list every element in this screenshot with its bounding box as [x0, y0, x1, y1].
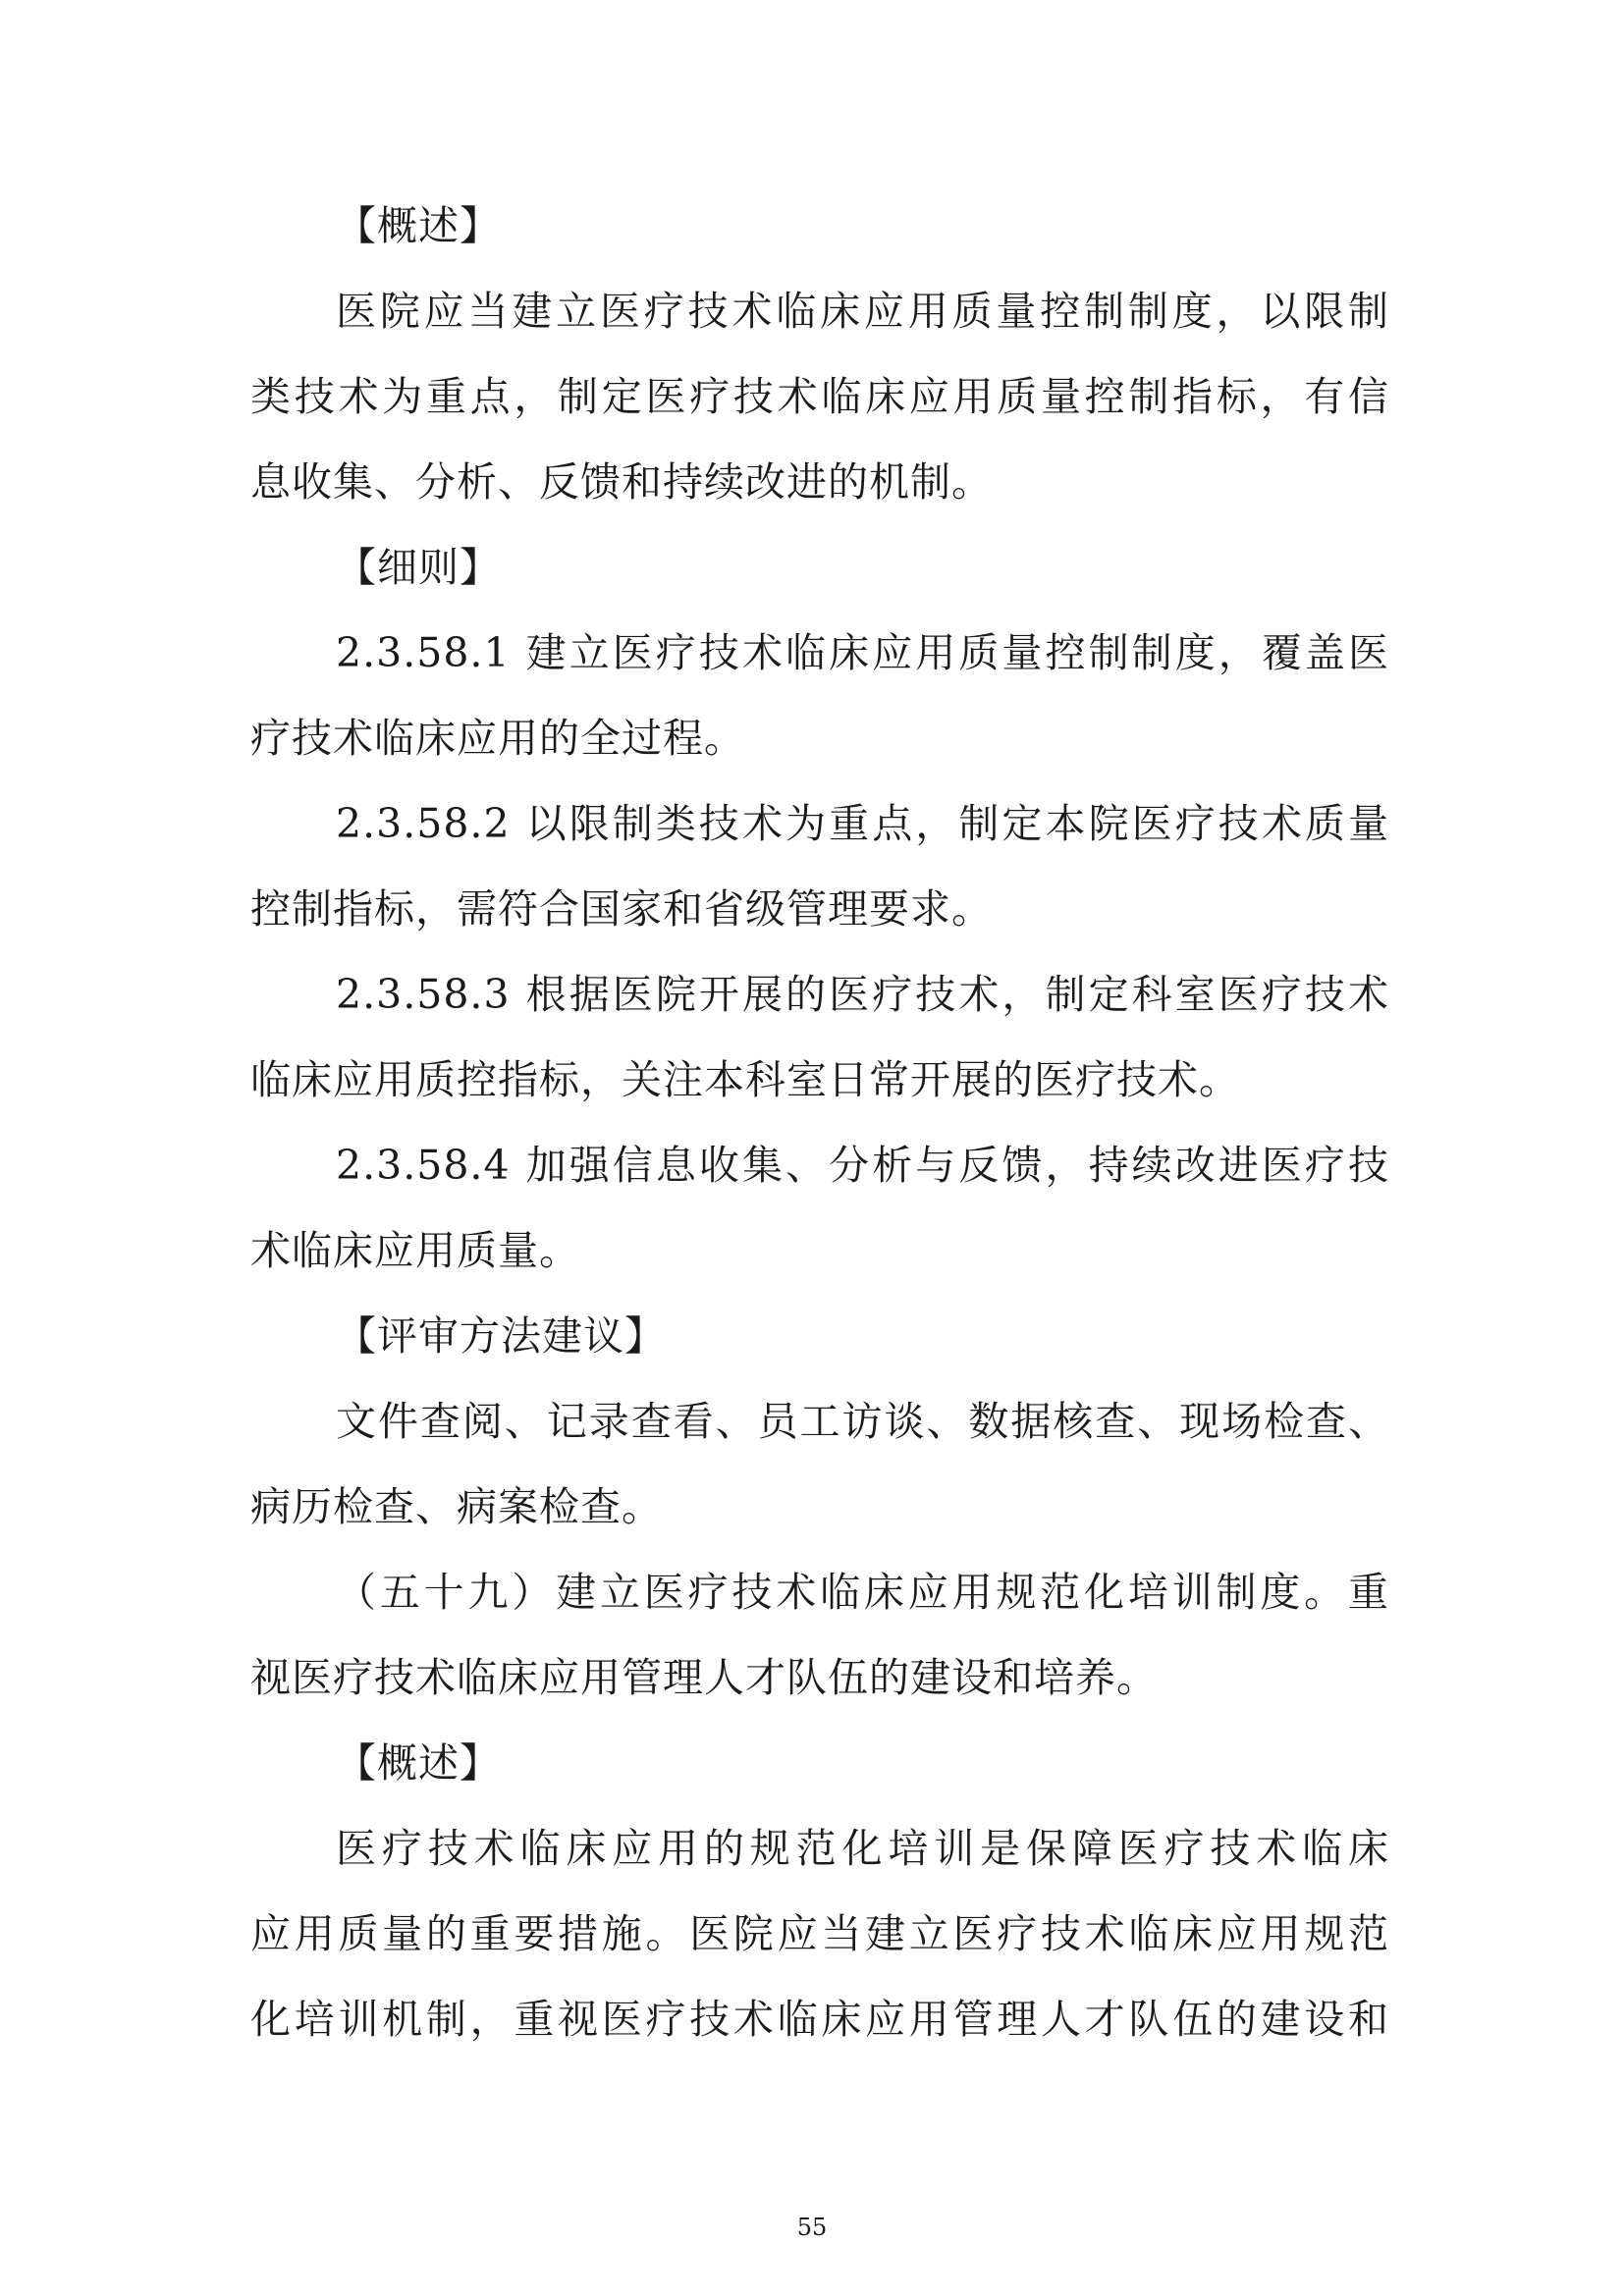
paragraph-line: 文件查阅、记录查看、员工访谈、数据核查、现场检查、 [336, 1398, 1389, 1445]
section-heading-review-method: 【评审方法建议】 [336, 1312, 666, 1360]
section-heading-overview: 【概述】 [336, 1739, 501, 1787]
section-heading-details: 【细则】 [336, 544, 501, 591]
paragraph-line: 术临床应用质量。 [250, 1227, 580, 1274]
paragraph-line: 医疗技术临床应用的规范化培训是保障医疗技术临床 [336, 1825, 1389, 1872]
paragraph-line: 化培训机制，重视医疗技术临床应用管理人才队伍的建设和 [250, 1996, 1389, 2043]
paragraph-line: 医院应当建立医疗技术临床应用质量控制制度，以限制 [336, 288, 1389, 335]
paragraph-line: 应用质量的重要措施。医院应当建立医疗技术临床应用规范 [250, 1910, 1389, 1957]
paragraph-line: 类技术为重点，制定医疗技术临床应用质量控制指标，有信 [250, 373, 1389, 420]
section-heading-overview: 【概述】 [336, 202, 501, 249]
paragraph-line: 控制指标，需符合国家和省级管理要求。 [250, 885, 993, 933]
paragraph-line: 息收集、分析、反馈和持续改进的机制。 [250, 458, 993, 506]
paragraph-line: 视医疗技术临床应用管理人才队伍的建设和培养。 [250, 1654, 1158, 1701]
paragraph-line: 疗技术临床应用的全过程。 [250, 715, 745, 762]
paragraph-line: 2.3.58.2 以限制类技术为重点，制定本院医疗技术质量 [336, 800, 1389, 847]
paragraph-line: 2.3.58.1 建立医疗技术临床应用质量控制制度，覆盖医 [336, 629, 1389, 676]
paragraph-line: （五十九）建立医疗技术临床应用规范化培训制度。重 [336, 1569, 1389, 1616]
page-number: 55 [796, 2214, 828, 2241]
paragraph-line: 2.3.58.3 根据医院开展的医疗技术，制定科室医疗技术 [336, 971, 1389, 1018]
paragraph-line: 临床应用质控指标，关注本科室日常开展的医疗技术。 [250, 1056, 1240, 1103]
paragraph-line: 病历检查、病案检查。 [250, 1483, 663, 1530]
paragraph-line: 2.3.58.4 加强信息收集、分析与反馈，持续改进医疗技 [336, 1142, 1389, 1189]
